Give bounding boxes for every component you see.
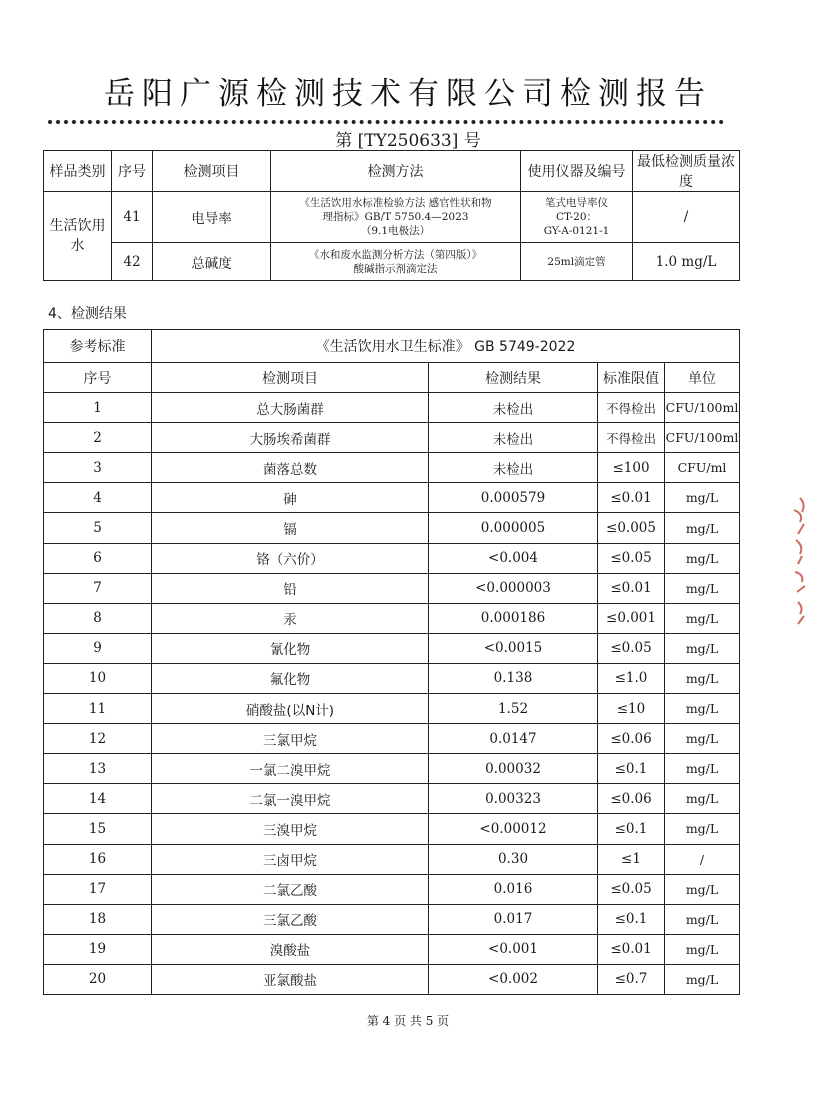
method-table bbox=[43, 150, 740, 281]
row-no: 6 bbox=[44, 543, 152, 573]
row-result: 0.000186 bbox=[429, 603, 598, 633]
row-result: <0.002 bbox=[429, 964, 598, 994]
row-unit: mg/L bbox=[665, 603, 740, 633]
row-instrument bbox=[521, 192, 633, 243]
col-method: 检测方法 bbox=[271, 151, 521, 192]
row-limit: ≤0.01 bbox=[598, 934, 665, 964]
row-no: 8 bbox=[44, 603, 152, 633]
col-instrument: 使用仪器及编号 bbox=[521, 151, 633, 192]
reference-standard-row bbox=[44, 330, 740, 363]
method-line: 理指标》GB/T 5750.4—2023 bbox=[322, 211, 469, 223]
row-unit: mg/L bbox=[665, 543, 740, 573]
row-method bbox=[271, 243, 521, 281]
row-instrument: 25ml滴定管 bbox=[521, 243, 633, 281]
row-item: 硝酸盐(以N计) bbox=[152, 694, 429, 724]
row-item: 铬（六价） bbox=[152, 543, 429, 573]
row-unit: CFU/100ml bbox=[665, 393, 740, 423]
table-row bbox=[44, 904, 740, 934]
table-row bbox=[44, 814, 740, 844]
row-no: 18 bbox=[44, 904, 152, 934]
row-item: 二氯乙酸 bbox=[152, 874, 429, 904]
table-row bbox=[44, 633, 740, 663]
red-stamp-fragment bbox=[786, 490, 816, 640]
row-unit: mg/L bbox=[665, 724, 740, 754]
table-row bbox=[44, 724, 740, 754]
row-limit: ≤0.7 bbox=[598, 964, 665, 994]
row-min: 1.0 mg/L bbox=[633, 243, 740, 281]
row-result: 0.138 bbox=[429, 663, 598, 693]
table-row bbox=[44, 874, 740, 904]
row-item: 大肠埃希菌群 bbox=[152, 423, 429, 453]
table-row bbox=[44, 663, 740, 693]
row-item: 二氯一溴甲烷 bbox=[152, 784, 429, 814]
row-limit: ≤100 bbox=[598, 453, 665, 483]
row-item: 总大肠菌群 bbox=[152, 393, 429, 423]
row-limit: ≤0.05 bbox=[598, 874, 665, 904]
row-item: 电导率 bbox=[153, 192, 271, 243]
table-row bbox=[44, 543, 740, 573]
col-no: 序号 bbox=[112, 151, 153, 192]
row-no: 42 bbox=[112, 243, 153, 281]
col-result: 检测结果 bbox=[429, 363, 598, 393]
table-row bbox=[44, 423, 740, 453]
row-result: <0.004 bbox=[429, 543, 598, 573]
row-min: / bbox=[633, 192, 740, 243]
row-no: 1 bbox=[44, 393, 152, 423]
row-no: 3 bbox=[44, 453, 152, 483]
row-result: 0.017 bbox=[429, 904, 598, 934]
row-result: 未检出 bbox=[429, 393, 598, 423]
row-no: 13 bbox=[44, 754, 152, 784]
report-number: 第 [TY250633] 号 bbox=[335, 131, 481, 151]
row-result: <0.0015 bbox=[429, 633, 598, 663]
row-unit: mg/L bbox=[665, 633, 740, 663]
row-result: 0.000005 bbox=[429, 513, 598, 543]
report-title: 岳阳广源检测技术有限公司检测报告 bbox=[104, 76, 712, 112]
row-item: 三溴甲烷 bbox=[152, 814, 429, 844]
row-limit: ≤0.01 bbox=[598, 483, 665, 513]
table-row bbox=[44, 964, 740, 994]
row-unit: mg/L bbox=[665, 513, 740, 543]
row-unit: / bbox=[665, 844, 740, 874]
row-result: 0.00032 bbox=[429, 754, 598, 784]
row-result: 1.52 bbox=[429, 694, 598, 724]
table-row bbox=[44, 513, 740, 543]
row-item: 镉 bbox=[152, 513, 429, 543]
row-item: 氟化物 bbox=[152, 663, 429, 693]
row-item: 总碱度 bbox=[153, 243, 271, 281]
table-row bbox=[44, 453, 740, 483]
row-unit: mg/L bbox=[665, 784, 740, 814]
col-unit: 单位 bbox=[665, 363, 740, 393]
row-unit: CFU/100ml bbox=[665, 423, 740, 453]
row-method bbox=[271, 192, 521, 243]
row-limit: ≤0.1 bbox=[598, 814, 665, 844]
table-row bbox=[44, 784, 740, 814]
row-result: <0.000003 bbox=[429, 573, 598, 603]
row-no: 41 bbox=[112, 192, 153, 243]
row-no: 20 bbox=[44, 964, 152, 994]
row-limit: ≤0.001 bbox=[598, 603, 665, 633]
row-no: 17 bbox=[44, 874, 152, 904]
row-limit: ≤0.01 bbox=[598, 573, 665, 603]
table-row bbox=[44, 694, 740, 724]
table-row bbox=[44, 934, 740, 964]
row-no: 5 bbox=[44, 513, 152, 543]
row-item: 三卤甲烷 bbox=[152, 844, 429, 874]
col-limit: 标准限值 bbox=[598, 363, 665, 393]
row-unit: mg/L bbox=[665, 904, 740, 934]
col-min-concentration: 最低检测质量浓度 bbox=[633, 151, 740, 192]
row-limit: ≤1.0 bbox=[598, 663, 665, 693]
col-item: 检测项目 bbox=[153, 151, 271, 192]
row-item: 铅 bbox=[152, 573, 429, 603]
row-item: 一氯二溴甲烷 bbox=[152, 754, 429, 784]
row-unit: mg/L bbox=[665, 483, 740, 513]
row-limit: ≤0.005 bbox=[598, 513, 665, 543]
row-no: 2 bbox=[44, 423, 152, 453]
row-limit: ≤0.05 bbox=[598, 633, 665, 663]
row-limit: ≤0.06 bbox=[598, 724, 665, 754]
row-item: 菌落总数 bbox=[152, 453, 429, 483]
row-limit: ≤1 bbox=[598, 844, 665, 874]
row-result: <0.00012 bbox=[429, 814, 598, 844]
table-row bbox=[44, 573, 740, 603]
instrument-line: GY-A-0121-1 bbox=[543, 225, 610, 237]
method-table-header bbox=[44, 151, 740, 192]
sample-category: 生活饮用水 bbox=[44, 192, 112, 281]
row-limit: 不得检出 bbox=[598, 423, 665, 453]
instrument-line: 笔式电导率仪 bbox=[545, 197, 608, 209]
instrument-line: CT-20： bbox=[555, 211, 598, 223]
method-line: （9.1电极法） bbox=[360, 225, 431, 237]
method-line: 《生活饮用水标准检验方法 感官性状和物 bbox=[299, 197, 492, 209]
row-limit: ≤10 bbox=[598, 694, 665, 724]
row-item: 三氯甲烷 bbox=[152, 724, 429, 754]
row-no: 19 bbox=[44, 934, 152, 964]
row-item: 溴酸盐 bbox=[152, 934, 429, 964]
row-no: 10 bbox=[44, 663, 152, 693]
method-row bbox=[44, 243, 740, 281]
row-no: 9 bbox=[44, 633, 152, 663]
table-row bbox=[44, 483, 740, 513]
col-item: 检测项目 bbox=[152, 363, 429, 393]
row-item: 三氯乙酸 bbox=[152, 904, 429, 934]
table-row bbox=[44, 844, 740, 874]
row-no: 15 bbox=[44, 814, 152, 844]
results-header bbox=[44, 363, 740, 393]
row-result: <0.001 bbox=[429, 934, 598, 964]
row-item: 汞 bbox=[152, 603, 429, 633]
method-line: 酸碱指示剂滴定法 bbox=[353, 262, 438, 275]
row-result: 0.0147 bbox=[429, 724, 598, 754]
row-limit: ≤0.1 bbox=[598, 754, 665, 784]
row-item: 砷 bbox=[152, 483, 429, 513]
row-unit: mg/L bbox=[665, 814, 740, 844]
row-no: 12 bbox=[44, 724, 152, 754]
row-result: 0.000579 bbox=[429, 483, 598, 513]
row-unit: mg/L bbox=[665, 874, 740, 904]
col-no: 序号 bbox=[44, 363, 152, 393]
row-result: 未检出 bbox=[429, 453, 598, 483]
row-unit: mg/L bbox=[665, 964, 740, 994]
page-footer: 第 4 页 共 5 页 bbox=[366, 1014, 450, 1028]
row-limit: ≤0.06 bbox=[598, 784, 665, 814]
row-unit: mg/L bbox=[665, 694, 740, 724]
table-row bbox=[44, 603, 740, 633]
row-result: 0.00323 bbox=[429, 784, 598, 814]
row-no: 11 bbox=[44, 694, 152, 724]
row-item: 亚氯酸盐 bbox=[152, 964, 429, 994]
row-no: 7 bbox=[44, 573, 152, 603]
row-limit: 不得检出 bbox=[598, 393, 665, 423]
method-line: 《水和废水监测分析方法（第四版）》 bbox=[308, 248, 483, 261]
section-title: 4、检测结果 bbox=[48, 306, 127, 322]
row-result: 0.016 bbox=[429, 874, 598, 904]
row-result: 0.30 bbox=[429, 844, 598, 874]
row-result: 未检出 bbox=[429, 423, 598, 453]
row-unit: CFU/ml bbox=[665, 453, 740, 483]
row-no: 4 bbox=[44, 483, 152, 513]
row-no: 16 bbox=[44, 844, 152, 874]
row-no: 14 bbox=[44, 784, 152, 814]
row-unit: mg/L bbox=[665, 573, 740, 603]
results-table bbox=[43, 329, 740, 995]
table-row bbox=[44, 393, 740, 423]
row-unit: mg/L bbox=[665, 754, 740, 784]
reference-standard-value: 《生活饮用水卫生标准》 GB 5749-2022 bbox=[152, 330, 740, 363]
row-limit: ≤0.05 bbox=[598, 543, 665, 573]
reference-standard-label: 参考标准 bbox=[44, 330, 152, 363]
table-row bbox=[44, 754, 740, 784]
method-row bbox=[44, 192, 740, 243]
row-unit: mg/L bbox=[665, 663, 740, 693]
row-unit: mg/L bbox=[665, 934, 740, 964]
row-item: 氰化物 bbox=[152, 633, 429, 663]
col-sample-category: 样品类别 bbox=[44, 151, 112, 192]
row-limit: ≤0.1 bbox=[598, 904, 665, 934]
